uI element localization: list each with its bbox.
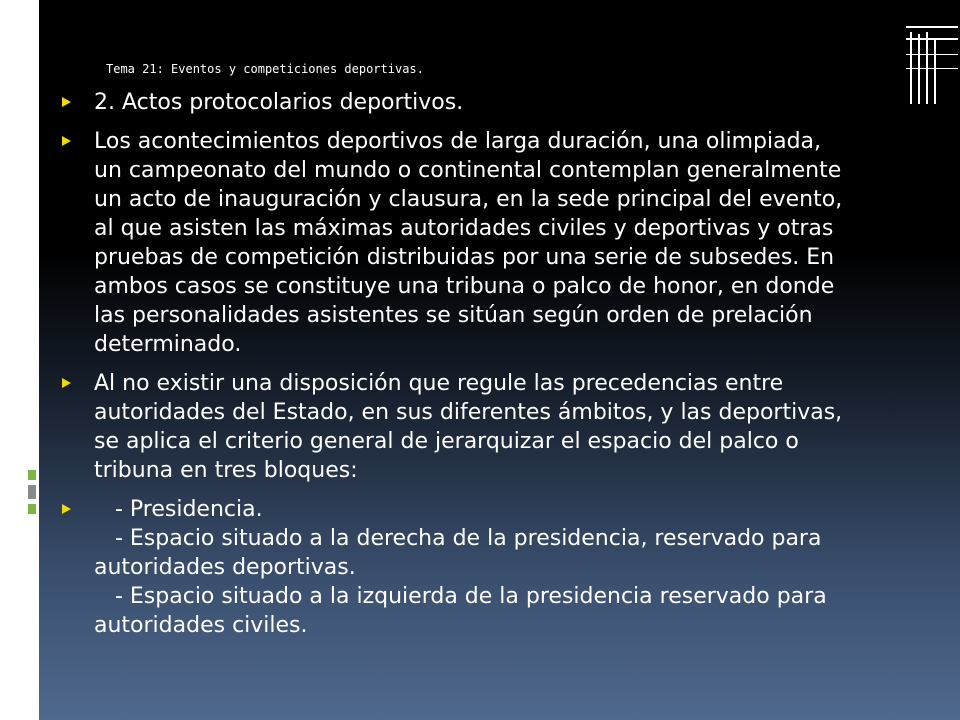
deco-green-block (28, 504, 36, 514)
deco-green-block (28, 470, 36, 480)
bullet-text-line: 2. Actos protocolarios deportivos. (94, 90, 464, 115)
left-decoration (0, 0, 39, 720)
bullet-text-line: un campeonato del mundo o continental contemplan generalmente (94, 158, 842, 183)
bullet-text-line: - Espacio situado a la derecha de la presidencia, reservado para (94, 526, 822, 551)
slide-title: Tema 21: Eventos y competiciones deportivas. (106, 62, 424, 76)
bullet-text-line: ambos casos se constituye una tribuna o palco de honor, en donde (94, 274, 835, 299)
bullet-text-line: pruebas de competición distribuidas por una serie de subsedes. En (94, 245, 835, 270)
bullet-text-line: autoridades civiles. (94, 613, 308, 638)
bullet-text-line: un acto de inauguración y clausura, en la sede principal del evento, (94, 187, 843, 212)
bullet-marker-icon (62, 504, 71, 514)
bullet-marker-icon (62, 136, 71, 146)
bullet-text-line: autoridades del Estado, en sus diferentes ámbitos, y las deportivas, (94, 400, 843, 425)
bullet-item (62, 88, 952, 117)
bullet-text-line: Los acontecimientos deportivos de larga duración, una olimpiada, (94, 129, 822, 154)
bullet-text-line: autoridades deportivas. (94, 555, 356, 580)
bullet-text-line: Al no existir una disposición que regule las precedencias entre (94, 371, 784, 396)
deco-gray-block (28, 485, 36, 499)
bullet-text-line: tribuna en tres bloques: (94, 458, 358, 483)
bullet-text-line: al que asisten las máximas autoridades civiles y deportivas y otras (94, 216, 834, 241)
bullet-text-line: - Espacio situado a la izquierda de la presidencia reservado para (94, 584, 827, 609)
bullet-text-line: determinado. (94, 332, 242, 357)
bullet-text-line: las personalidades asistentes se sitúan según orden de prelación (94, 303, 813, 328)
bullet-item (62, 495, 952, 640)
bullet-text-line: se aplica el criterio general de jerarquizar el espacio del palco o (94, 429, 799, 454)
bullet-text-line: - Presidencia. (94, 497, 263, 522)
bullet-item (62, 369, 952, 485)
bullet-marker-icon (62, 378, 71, 388)
bullet-marker-icon (62, 97, 71, 107)
bullet-item (62, 127, 952, 359)
bullet-list (62, 88, 952, 650)
